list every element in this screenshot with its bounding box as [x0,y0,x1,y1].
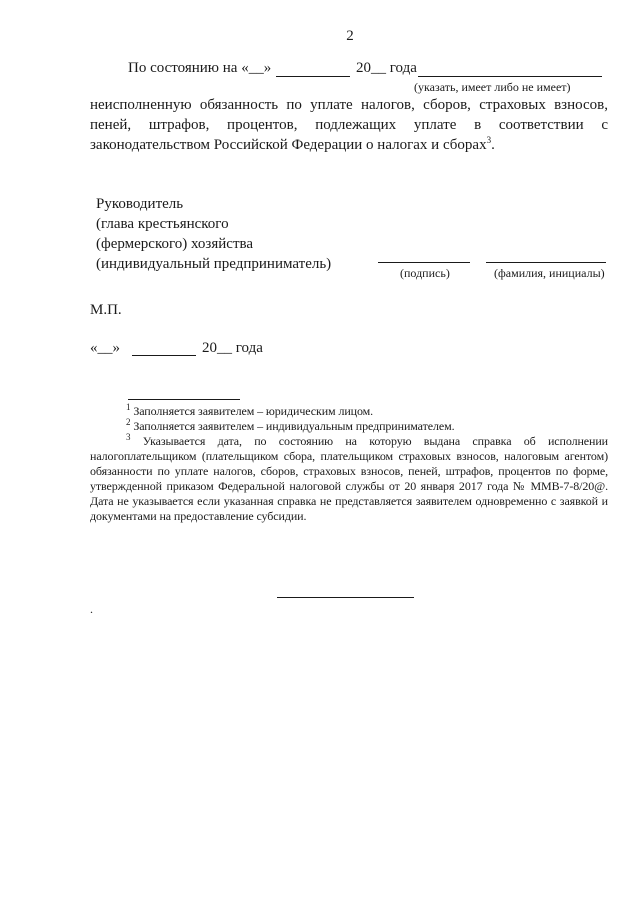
status-value-blank [418,76,602,77]
footnote-2-text: Заполняется заявителем – индивидуальным предпринимателем. [133,419,455,433]
footnote-3-mark: 3 [126,432,131,442]
status-date-blank [276,76,350,77]
obligation-paragraph: неисполненную обязанность по уплате налогов, сборов, страховых взносов, пеней, штрафов, процентов, подлежащих уплате в соответствии с законодательством Российской Федерации о налогах и сборах$^3$. [90,97,608,153]
date-blank [132,355,196,356]
status-hint: (указать, имеет либо не имеет) [414,80,571,94]
footnote-3-text: Указывается дата, по состоянию на которую выдана справка об исполнении налогоплательщиком (плательщиком сбора, плательщиком страховых взносов, налоговым агентом) обязанности по уплате налогов, сборов, страховых взносов, пеней, штрафов, процентов по форме, утвержденной приказом Федеральной налоговой службы от 20 января 2017 года № ММВ-7-8/20@. Дата не указывается если указанная справка не представляется заявителем одновременно с заявкой и документами на предоставление субсидии. [90,434,608,523]
trailing-mark: . [90,602,93,616]
footnote-1 [90,404,608,419]
footnote-1-mark: 1 [126,402,131,412]
signature-block [96,194,331,274]
name-blank [486,262,606,263]
signer-title-line-4: (индивидуальный предприниматель) [96,256,332,272]
footnote-1-text: Заполняется заявителем – юридическим лицом. [133,404,374,418]
footnote-ref-3: 3 [486,135,492,145]
date-line [90,340,120,357]
footnotes [90,404,608,524]
date-year: 20__ года [202,340,263,356]
date-prefix: «__» [90,340,120,356]
signer-title-line-2: (глава крестьянского [96,216,229,232]
stamp-label: М.П. [90,302,122,318]
footnote-2-mark: 2 [126,417,131,427]
footnote-separator [128,399,240,400]
obligation-text: неисполненную обязанность по уплате налогов, сборов, страховых взносов, пеней, штрафов, процентов, подлежащих уплате в соответствии с законодательством Российской Федерации о налогах и сборах [90,97,608,153]
footnote-2 [90,419,608,434]
status-year: 20__ года [356,60,417,76]
status-prefix: По состоянию на «__» [128,60,272,76]
footnote-3 [90,434,608,524]
signature-blank [378,262,470,263]
signature-caption: (подпись) [400,266,450,280]
name-caption: (фамилия, инициалы) [494,266,605,280]
end-of-document-line [277,597,414,598]
signer-title-line-3: (фермерского) хозяйства [96,236,254,252]
status-line [128,60,271,77]
signer-title: Руководитель [96,196,184,212]
page-number: 2 [346,28,354,44]
